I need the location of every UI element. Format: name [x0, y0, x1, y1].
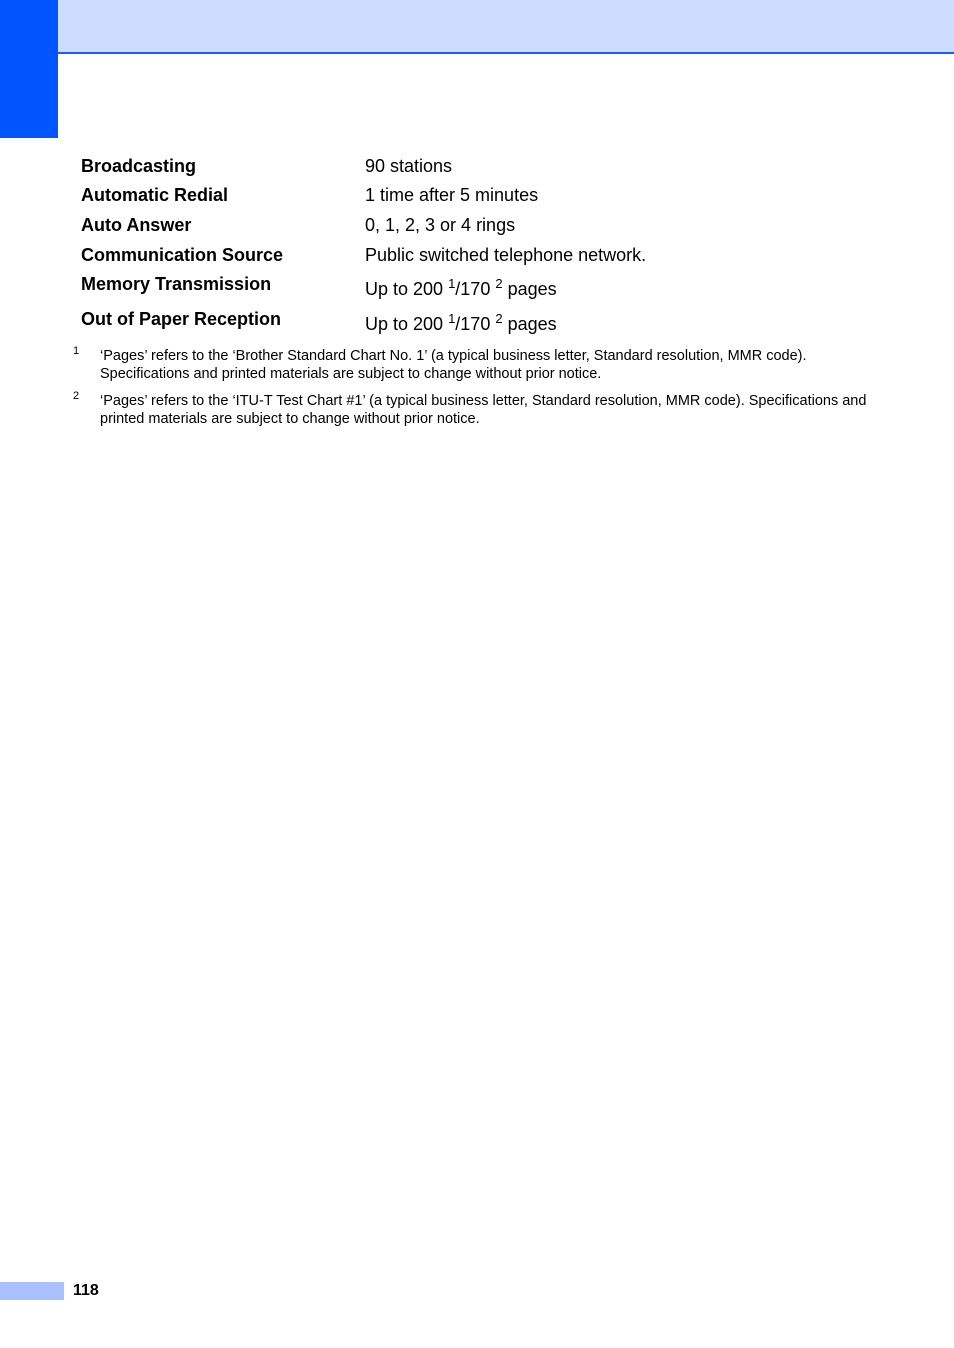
- value-suffix: pages: [502, 314, 557, 334]
- footnote-ref: 1: [448, 311, 456, 326]
- spec-value: 90 stations: [365, 156, 453, 176]
- page-number: 118: [73, 1282, 99, 1299]
- spec-label: Communication Source: [81, 245, 284, 265]
- value-prefix: Up to 200: [365, 314, 449, 334]
- spec-row-auto-answer: [81, 214, 881, 244]
- spec-value: 0, 1, 2, 3 or 4 rings: [365, 215, 516, 235]
- spec-row-memory-transmission: [81, 273, 881, 303]
- header-band: [58, 0, 954, 54]
- spec-row-broadcasting: [81, 155, 881, 185]
- spec-value: 1 time after 5 minutes: [365, 185, 539, 205]
- spec-value: [365, 313, 557, 335]
- value-mid: /170: [455, 279, 496, 299]
- spec-value: Public switched telephone network.: [365, 245, 647, 265]
- page-tab: [0, 1282, 64, 1300]
- footnote-ref: 1: [448, 276, 456, 291]
- spec-label: Memory Transmission: [81, 274, 272, 294]
- spec-label: Broadcasting: [81, 156, 197, 176]
- footnote-mark: 2: [73, 390, 80, 402]
- value-suffix: pages: [502, 279, 557, 299]
- footnote-text: ‘Pages’ refers to the ‘ITU-T Test Chart #1’ (a typical business letter, Standard resolution, MMR code). Specifications and printed materials are subject to change without prior notice.: [100, 393, 867, 427]
- value-mid: /170: [455, 314, 496, 334]
- spec-value: [365, 278, 557, 300]
- chapter-tab: [0, 0, 58, 138]
- spec-row-out-of-paper-reception: [81, 308, 881, 338]
- spec-label: Automatic Redial: [81, 185, 229, 205]
- spec-row-automatic-redial: [81, 184, 881, 214]
- footnote-ref: 2: [495, 311, 503, 326]
- footnote-mark: 1: [73, 345, 80, 357]
- spec-row-communication-source: [81, 244, 881, 274]
- spec-label: Out of Paper Reception: [81, 309, 282, 329]
- spec-label: Auto Answer: [81, 215, 192, 235]
- footnote-ref: 2: [495, 276, 503, 291]
- value-prefix: Up to 200: [365, 279, 449, 299]
- footnote-text: ‘Pages’ refers to the ‘Brother Standard Chart No. 1’ (a typical business letter, Standard resolution, MMR code). Specifications and printed materials are subject to change without prior notice.: [100, 348, 807, 382]
